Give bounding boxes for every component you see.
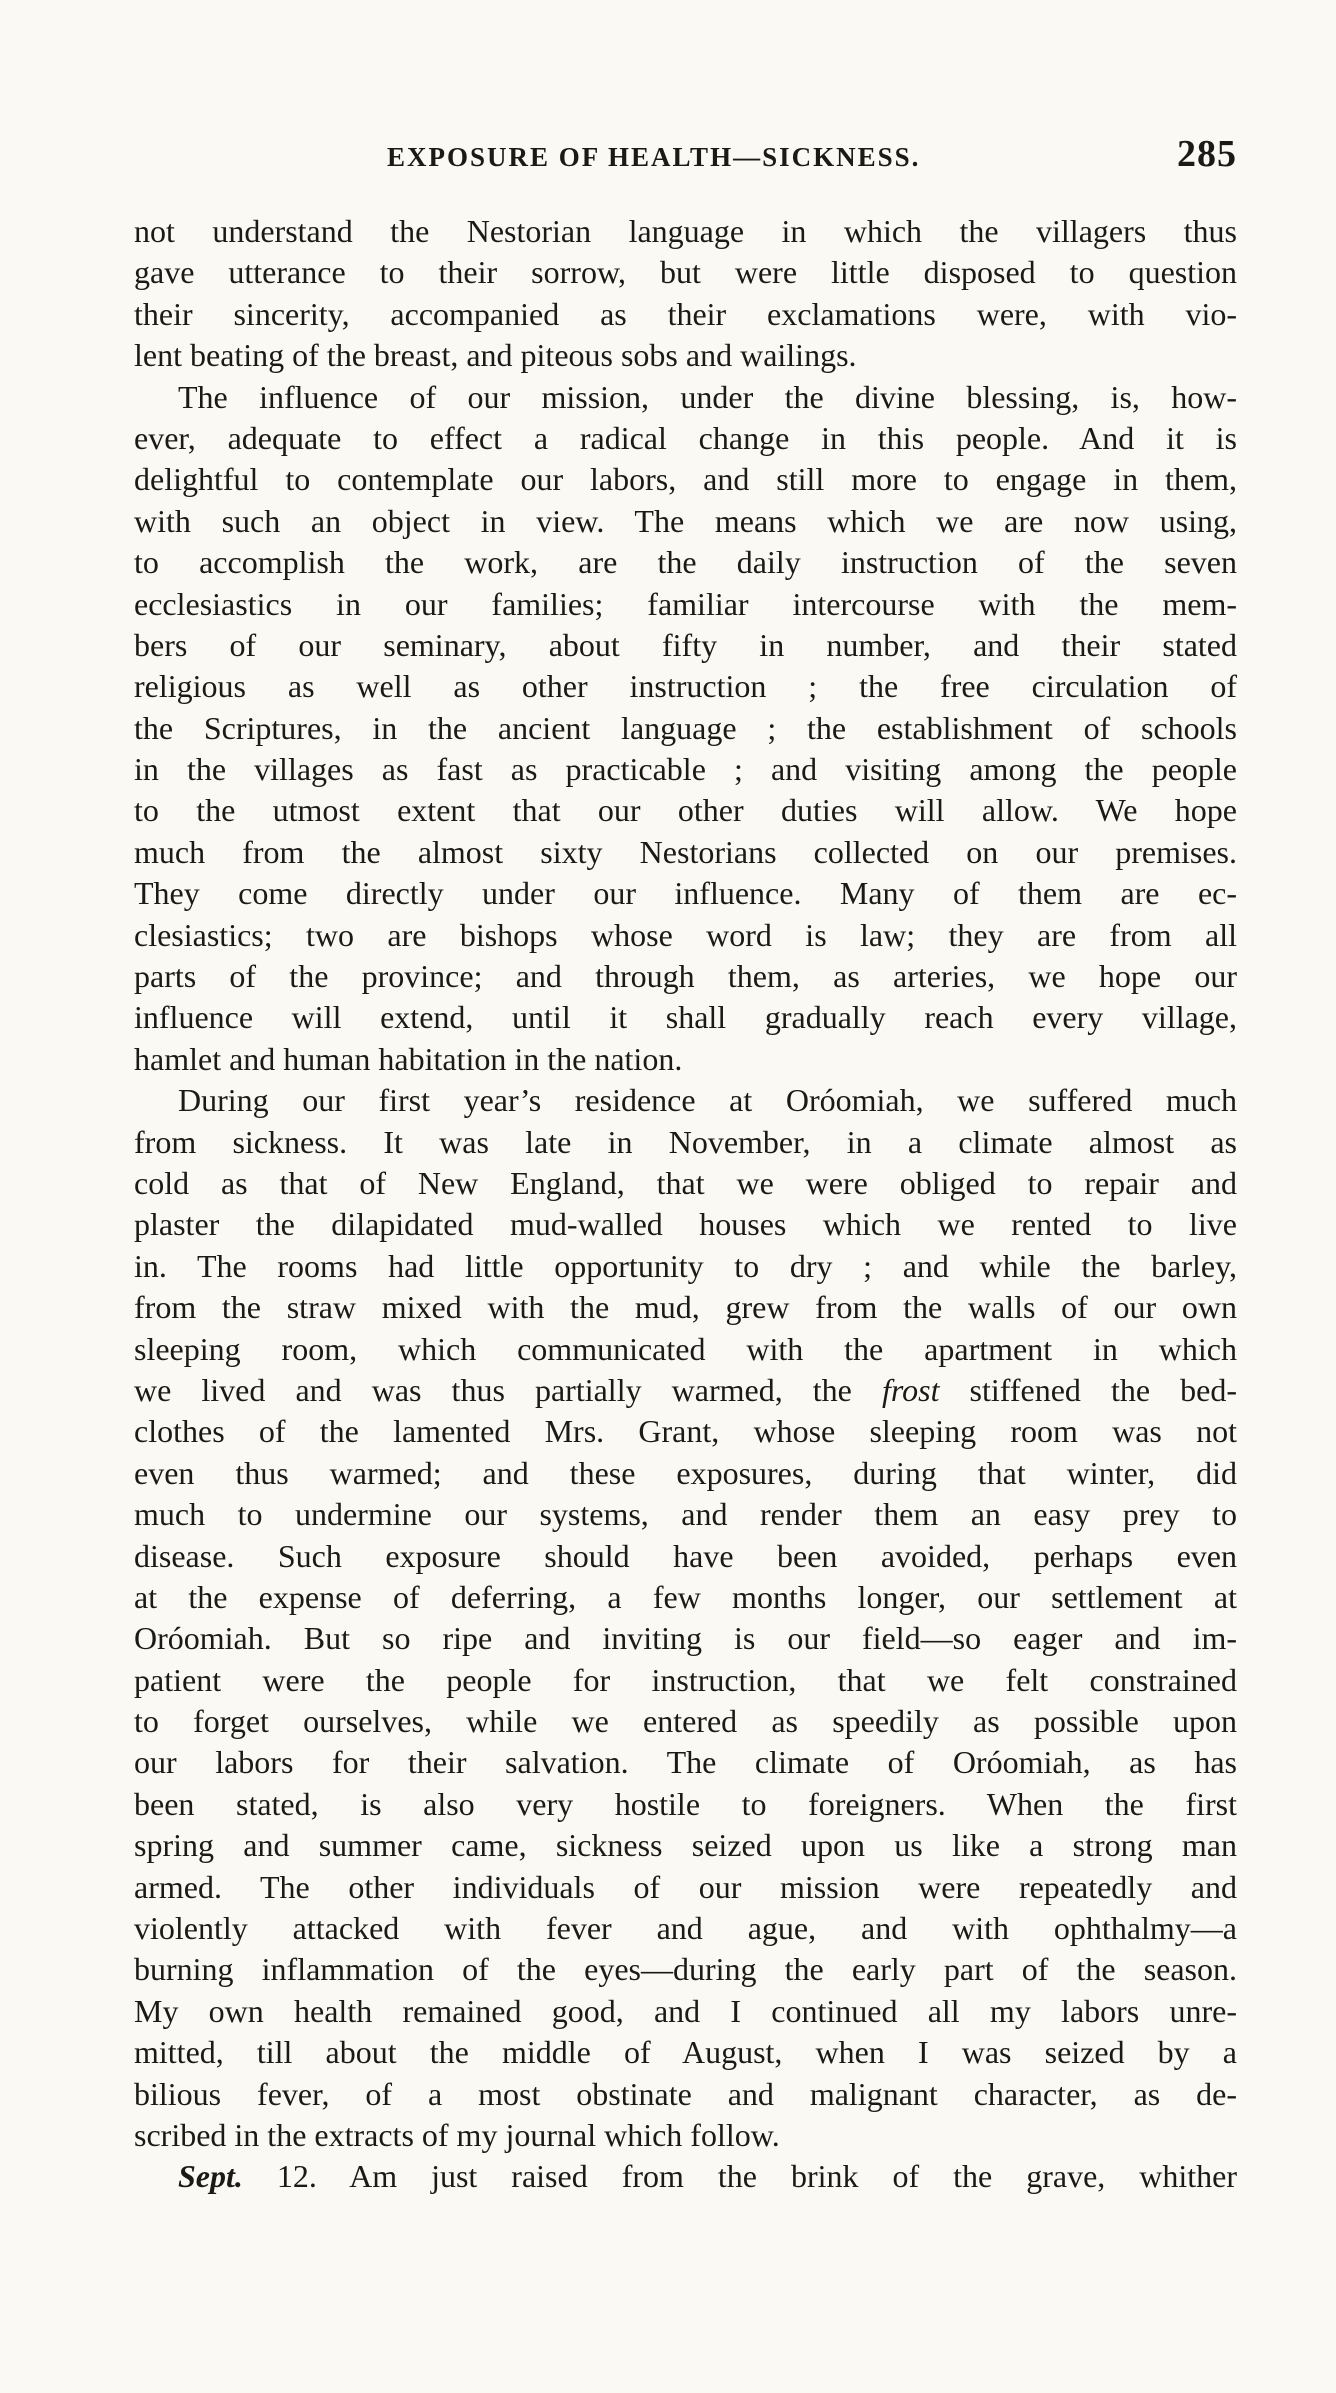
text-line: The influence of our mission, under the divine blessing, is, how-: [178, 378, 1237, 415]
text-line: [134, 2156, 1237, 2197]
text-line: parts of the province; and through them, as arteries, we hope our: [134, 958, 1237, 995]
text-line: cold as that of New England, that we were obliged to repair and: [134, 1164, 1237, 1201]
text-line: violently attacked with fever and ague, and with ophthalmy—a: [134, 1910, 1237, 1947]
text-line: in the villages as fast as practicable ; and visiting among the people: [134, 751, 1237, 788]
page-header: [134, 132, 1237, 182]
text-line: Oróomiah. But so ripe and inviting is our field—so eager and im-: [134, 1620, 1237, 1657]
text-line: with such an object in view. The means which we are now using,: [134, 502, 1237, 539]
text-line: much to undermine our systems, and render them an easy prey to: [134, 1496, 1237, 1533]
text-line: bilious fever, of a most obstinate and malignant character, as de-: [134, 2075, 1237, 2112]
text-segment: 12. Am just raised from the brink of the grave, whither: [242, 2158, 1237, 2195]
text-line: scribed in the extracts of my journal which follow.: [134, 2116, 780, 2153]
text-line: patient were the people for instruction, that we felt constrained: [134, 1661, 1237, 1698]
text-line: lent beating of the breast, and piteous sobs and wailings.: [134, 337, 857, 374]
text-line: armed. The other individuals of our mission were repeatedly and: [134, 1868, 1237, 1905]
text-line: clothes of the lamented Mrs. Grant, whose sleeping room was not: [134, 1413, 1237, 1450]
text-line: even thus warmed; and these exposures, during that winter, did: [134, 1454, 1237, 1491]
text-line: [134, 1370, 1237, 1411]
text-line: their sincerity, accompanied as their exclamations were, with vio-: [134, 295, 1237, 332]
text-line: clesiastics; two are bishops whose word is law; they are from all: [134, 916, 1237, 953]
text-line: bers of our seminary, about fifty in number, and their stated: [134, 626, 1237, 663]
text-line: the Scriptures, in the ancient language ; the establishment of schools: [134, 709, 1237, 746]
text-line: delightful to contemplate our labors, and still more to engage in them,: [134, 461, 1237, 498]
text-line: not understand the Nestorian language in which the villagers thus: [134, 213, 1237, 249]
text-line: to accomplish the work, are the daily instruction of the seven: [134, 544, 1237, 581]
text-line: religious as well as other instruction ; the free circulation of: [134, 668, 1237, 705]
text-line: ecclesiastics in our families; familiar intercourse with the mem-: [134, 585, 1237, 622]
text-line: at the expense of deferring, a few months longer, our settlement at: [134, 1578, 1237, 1615]
text-line: spring and summer came, sickness seized upon us like a strong man: [134, 1827, 1237, 1864]
text-line: in. The rooms had little opportunity to dry ; and while the barley,: [134, 1247, 1237, 1284]
text-line: plaster the dilapidated mud-walled houses which we rented to live: [134, 1206, 1237, 1243]
text-line: My own health remained good, and I continued all my labors unre-: [134, 1992, 1237, 2029]
text-line: been stated, is also very hostile to foreigners. When the first: [134, 1785, 1237, 1822]
text-line: During our first year’s residence at Oróomiah, we suffered much: [178, 1082, 1237, 1119]
text-line: mitted, till about the middle of August, when I was seized by a: [134, 2034, 1237, 2071]
running-head: EXPOSURE OF HEALTH—SICKNESS.: [387, 142, 921, 172]
text-line: from sickness. It was late in November, in a climate almost as: [134, 1123, 1237, 1160]
text-line: sleeping room, which communicated with the apartment in which: [134, 1330, 1237, 1367]
text-line: ever, adequate to effect a radical change in this people. And it is: [134, 419, 1237, 456]
text-line: gave utterance to their sorrow, but were little disposed to question: [134, 254, 1237, 291]
text-line: burning inflammation of the eyes—during the early part of the season.: [134, 1951, 1237, 1988]
text-line: to the utmost extent that our other duties will allow. We hope: [134, 792, 1237, 829]
italic-word: frost: [881, 1371, 940, 1408]
text-line: to forget ourselves, while we entered as speedily as possible upon: [134, 1703, 1237, 1740]
text-line: disease. Such exposure should have been avoided, perhaps even: [134, 1537, 1237, 1574]
text-line: influence will extend, until it shall gradually reach every village,: [134, 999, 1237, 1036]
text-line: our labors for their salvation. The climate of Oróomiah, as has: [134, 1744, 1237, 1781]
date-label: Sept.: [178, 2158, 243, 2195]
text-segment: stiffened the bed-: [939, 1371, 1237, 1408]
body-text: [134, 211, 1237, 2198]
text-segment: we lived and was thus partially warmed, the: [134, 1371, 882, 1408]
text-line: from the straw mixed with the mud, grew from the walls of our own: [134, 1289, 1237, 1326]
text-line: hamlet and human habitation in the nation.: [134, 1040, 683, 1077]
text-line: much from the almost sixty Nestorians collected on our premises.: [134, 833, 1237, 870]
page-number: 285: [1177, 133, 1237, 175]
text-line: They come directly under our influence. Many of them are ec-: [134, 875, 1237, 912]
